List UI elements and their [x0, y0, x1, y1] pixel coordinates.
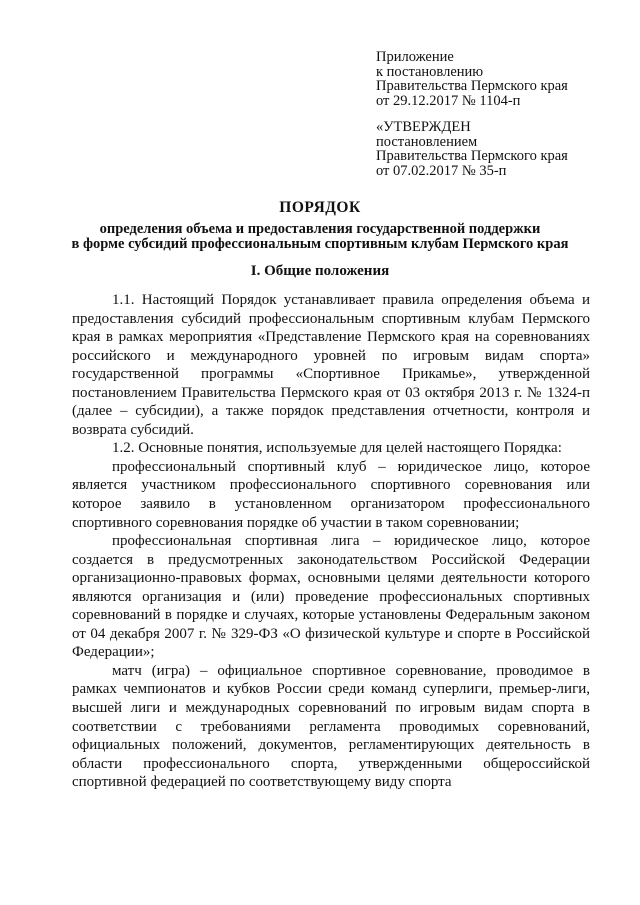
approval-line: Правительства Пермского края	[376, 148, 568, 164]
section-heading: I. Общие положения	[250, 263, 390, 279]
approval-line: постановлением	[376, 133, 478, 150]
paragraph: матч (игра) – официальное спортивное соревнование, проводимое в рамках чемпионатов и кубков России среди команд суперлиги, премьер-лиги, высшей лиги и международных соревнований по игровым видам спорта в соответствии с требованиями регламента проводимых соревнований, официальных положений, документов, регламентирующих деятельность в области профессионального спорта, утвержденными общероссийской спортивной федерацией по соответствующему виду спорта	[72, 662, 590, 791]
appendix-line: Приложение	[376, 49, 454, 65]
appendix-line: от 29.12.2017 № 1104-п	[376, 92, 521, 109]
paragraph: профессиональная спортивная лига – юридическое лицо, которое создается в предусмотренных законодательством Российской Федерации организационно-правовых формах, основными целями деятельности которого являются организация и (или) проведение профессиональных спортивных соревнований в порядке и случаях, которые установлены Федеральным законом от 04 декабря 2007 г. № 329-ФЗ «О физической культуре и спорте в Российской Федерации»;	[72, 533, 590, 661]
paragraph: профессиональный спортивный клуб – юридическое лицо, которое является участником профессионального спортивного соревнования или которое заявило в установленном организатором профессионального спортивного соревнования порядке об участии в таком соревновании;	[72, 458, 590, 531]
appendix-line: к постановлению	[376, 63, 484, 80]
paragraph: 1.1. Настоящий Порядок устанавливает правила определения объема и предоставления субсидий профессиональным спортивным клубам Пермского края в рамках мероприятия «Представление Пермского края на соревнованиях российского и международного уровней по игровым видам спорта» государственной программы «Спортивное Прикамье», утвержденной постановлением Правительства Пермского края от 03 октября 2013 г. № 1324-п (далее – субсидии), а также порядок представления отчетности, контроля и возврата субсидий.	[72, 292, 590, 438]
appendix-line: Правительства Пермского края	[376, 78, 568, 94]
subtitle-line: в форме субсидий профессиональным спортивным клубам Пермского края	[71, 236, 569, 252]
approval-line: «УТВЕРЖДЕН	[376, 119, 471, 135]
approval-line: от 07.02.2017 № 35-п	[376, 162, 507, 179]
document-subtitle	[0, 222, 640, 252]
document-body	[72, 291, 590, 792]
appendix-stamp	[376, 50, 568, 108]
document-title: ПОРЯДОК	[279, 199, 361, 216]
paragraph: 1.2. Основные понятия, используемые для целей настоящего Порядка:	[112, 440, 562, 457]
subtitle-line: определения объема и предоставления государственной поддержки	[99, 221, 541, 237]
approval-stamp	[376, 120, 568, 178]
